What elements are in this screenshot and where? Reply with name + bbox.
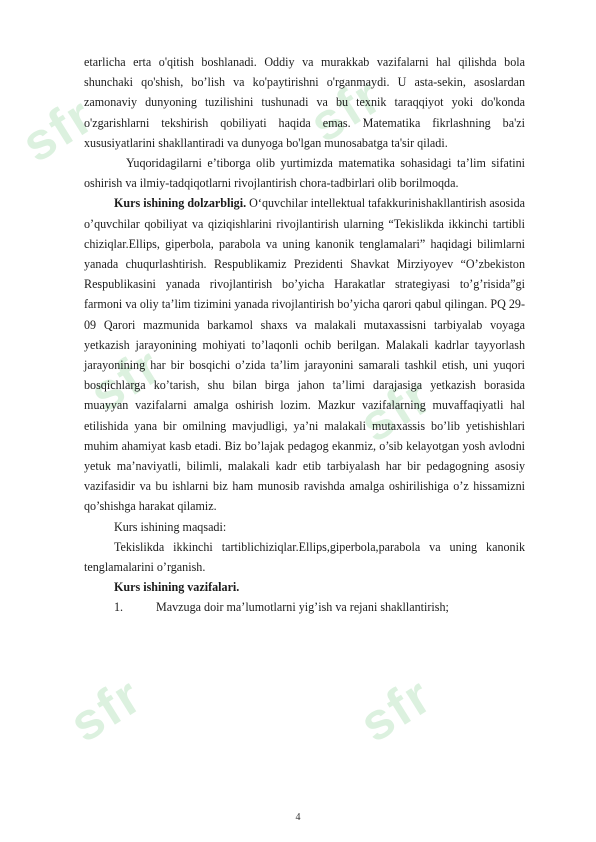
watermark: sfr (300, 66, 393, 154)
list-number: 1. (114, 600, 124, 615)
watermark: sfr (60, 666, 153, 754)
paragraph: etarlicha erta o'qitish boshlanadi. Oddiy va murakkab vazifalarni hal qilishda bola shunchaki qo'shish, bo’lish va ko'paytirishni o'rganmaydi. U asta-sekin, asoslardan zamonaviy dunyoning tuzilishini tushunadi va bu texnik taraqqiyot yoki do'konda o'zgarishlarni tekshirish qobiliyati haqida emas. Matematika fikrlashning ba'zi xususiyatlarini shakllantiradi va dunyoga bo'lgan munosabatga ta'sir qiladi. (84, 55, 525, 150)
document-body (84, 52, 525, 618)
paragraph-relevance (84, 193, 525, 516)
watermark: sfr (350, 666, 443, 754)
watermark: sfr (80, 336, 173, 424)
list-text: Mavzuga doir ma’lumotlarni yig’ish va rejani shakllantirish; (156, 600, 449, 615)
paragraph: Tekislikda ikkinchi tartiblichiziqlar.Ellips,giperbola,parabola va uning kanonik tenglamalarini o’rganish. (84, 539, 525, 575)
watermark: sfr (12, 86, 105, 174)
paragraph: Kurs ishining maqsadi: (114, 519, 227, 534)
page-number: 4 (295, 812, 301, 823)
paragraph: Yuqoridagilarni e’tiborga olib yurtimizda matematika sohasidagi ta’lim sifatini oshirish va ilmiy-tadqiqotlarni rivojlantirish chora-tadbirlari olib borilmoqda. (84, 156, 525, 191)
watermark: sfr (350, 366, 443, 454)
section-heading: Kurs ishining dolzarbligi. (114, 196, 247, 211)
section-heading: Kurs ishining vazifalari. (114, 580, 240, 595)
list-item (84, 597, 525, 617)
paragraph-text: O‘quvchilar intellektual tafakkurinishakllantirish asosida o’quvchilar qobiliyat va qiziqishlarini rivojlantirish ularning “Tekislikda ikkinchi tartibli chiziqlar.Ellips, giperbola, parabola va uning kanonik tenglamalari” haqidagi bilimlarni yanada chuqurlashtirish. Respublikamiz Prezidenti Shavkat Mirziyoyev “O’zbekiston Respublikasini yanada rivojlantirish bo’yicha Harakatlar strategiyasi to’g’risida”gi farmoni va oliy ta’lim tizimini yanada rivojlantirish bo’yicha qarori qabul qilingan. PQ 29-09 Qarori mazmunida barkamol shaxs va malakali mutaxassisni tarbiyalab voyaga yetkazish jarayonining mohiyati to’laqonli ochib berilgan. Malakali kadrlar tayyorlash jarayonining har bir bosqichi o’zida ta’lim jarayonini samarali tashkil etish, uni yuqori bosqichlarga ko’tarish, shu bilan birga jahon ta’limi darajasiga yetkazish borasida muayyan vazifalarni amalga oshirish lozim. Mazkur vazifalarning muvaffaqiyatli hal etilishida yana bir omilning mavjudligi, ya’ni malakali mutaxassis bo’lib yetishishlari muhim ahamiyat kasb etadi. Biz bo’lajak pedagog ekanmiz, o’sib kelayotgan yosh avlodni yetuk ma’naviyatli, bilimli, malakali kadr etib tarbiyalash har bir pedagogning asosiy vazifasidir va bu ishlarni biz ham munosib ravishda amalga oshirilishiga o’z hissamizni qo’shishga harakat qilamiz. (84, 196, 525, 514)
